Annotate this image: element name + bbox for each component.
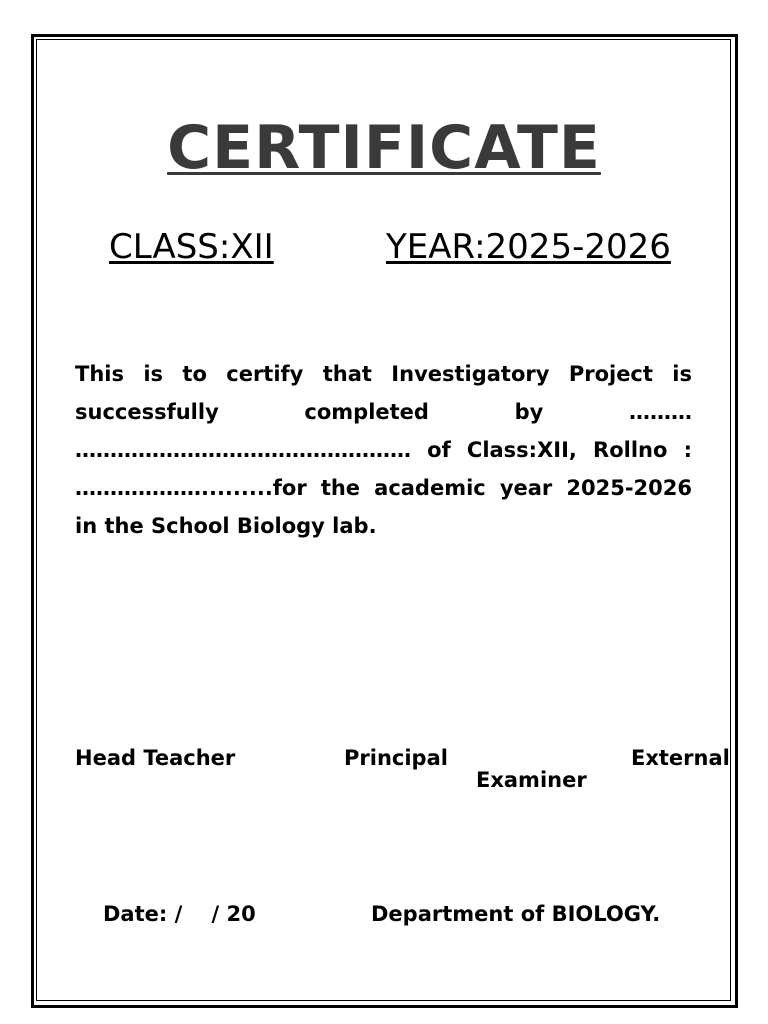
year-label: YEAR:2025-2026	[386, 227, 671, 267]
certificate-title	[0, 108, 768, 188]
class-label: CLASS:XII	[109, 227, 274, 267]
external-examiner-label-line1: External	[631, 746, 730, 770]
head-teacher-signature-label: Head Teacher	[75, 746, 236, 770]
date-field: Date: / / 20	[103, 902, 256, 926]
certificate-title-text: CERTIFICATE	[167, 113, 601, 183]
principal-signature-label: Principal	[344, 746, 448, 770]
department-name: Department of BIOLOGY.	[371, 902, 661, 926]
certification-statement: This is to certify that Investigatory Project is successfully completed by ……… ………………………………………… of Class:XII, Rollno : ……………….........for the academic year 2025-2026 in the School Biology lab.	[75, 362, 692, 538]
external-examiner-label-line2: Examiner	[476, 768, 587, 792]
